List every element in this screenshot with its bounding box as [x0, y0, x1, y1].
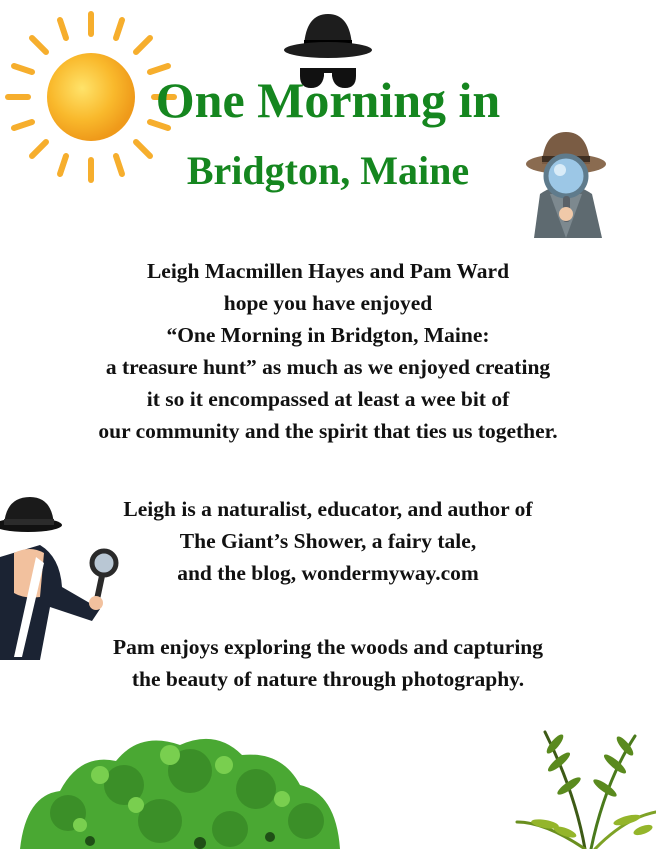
paragraph-line: The Giant’s Shower, a fairy tale,: [179, 529, 477, 553]
leigh-bio-paragraph: [40, 493, 616, 589]
paragraph-line: it so it encompassed at least a wee bit of: [146, 387, 510, 411]
paragraph-line: Leigh is a naturalist, educator, and author of: [123, 497, 533, 521]
paragraph-line: a treasure hunt” as much as we enjoyed creating: [105, 355, 551, 379]
title-line-2: Bridgton, Maine: [186, 148, 470, 193]
paragraph-line: our community and the spirit that ties us together.: [98, 419, 558, 443]
paragraph-line: and the blog, wondermyway.com: [177, 561, 479, 585]
paragraph-line: hope you have enjoyed: [223, 291, 433, 315]
pam-bio-paragraph: [40, 631, 616, 695]
paragraph-line: Pam enjoys exploring the woods and capturing: [112, 635, 544, 659]
thank-you-paragraph: [40, 255, 616, 447]
paragraph-line: Leigh Macmillen Hayes and Pam Ward: [146, 259, 510, 283]
paragraph-line: the beauty of nature through photography.: [131, 667, 525, 691]
paragraph-line: “One Morning in Bridgton, Maine:: [166, 323, 490, 347]
title-line-1: One Morning in: [155, 72, 501, 128]
bush-icon: [20, 725, 345, 849]
fern-icon: [515, 722, 656, 849]
